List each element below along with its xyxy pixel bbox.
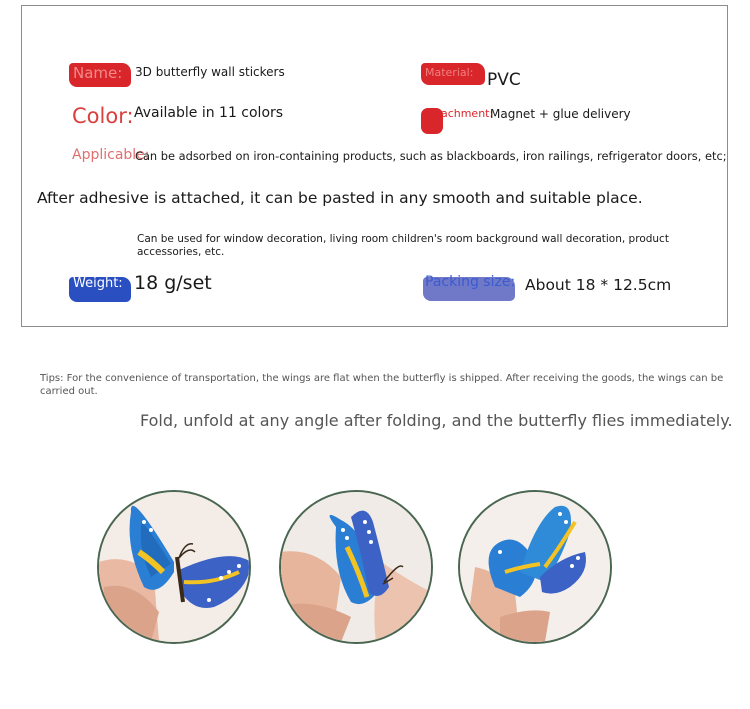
name-value: 3D butterfly wall stickers	[135, 65, 285, 79]
material-value: PVC	[487, 70, 521, 90]
material-label: Material:	[425, 66, 474, 79]
butterfly-photo-2	[279, 490, 433, 644]
attachment-value: Magnet + glue delivery	[490, 107, 631, 121]
packing-value: About 18 * 12.5cm	[525, 276, 672, 294]
color-value: Available in 11 colors	[134, 105, 284, 121]
applicable-value: Can be adsorbed on iron-containing products, such as blackboards, iron railings, refrigerator doors, etc;	[135, 149, 727, 163]
weight-label: Weight:	[73, 276, 123, 291]
name-label: Name:	[73, 64, 123, 82]
packing-label: Packing size:	[425, 274, 516, 290]
adhesive-note: After adhesive is attached, it can be pasted in any smooth and suitable place.	[37, 189, 643, 207]
shipping-tips: Tips: For the convenience of transportation, the wings are flat when the butterfly is shipped. After receiving the goods, the wings can be carried out.	[40, 373, 724, 397]
attachment-label: Attachment:	[425, 107, 494, 120]
usage-note: Can be used for window decoration, living room children's room background wall decoration, product accessories, etc.	[137, 233, 669, 258]
fold-note: Fold, unfold at any angle after folding, and the butterfly flies immediately.	[140, 411, 733, 430]
color-label: Color:	[72, 104, 134, 128]
butterfly-photo-3	[458, 490, 612, 644]
butterfly-photo-1	[97, 490, 251, 644]
applicable-label: Applicable:	[72, 147, 150, 163]
weight-value: 18 g/set	[134, 272, 212, 294]
